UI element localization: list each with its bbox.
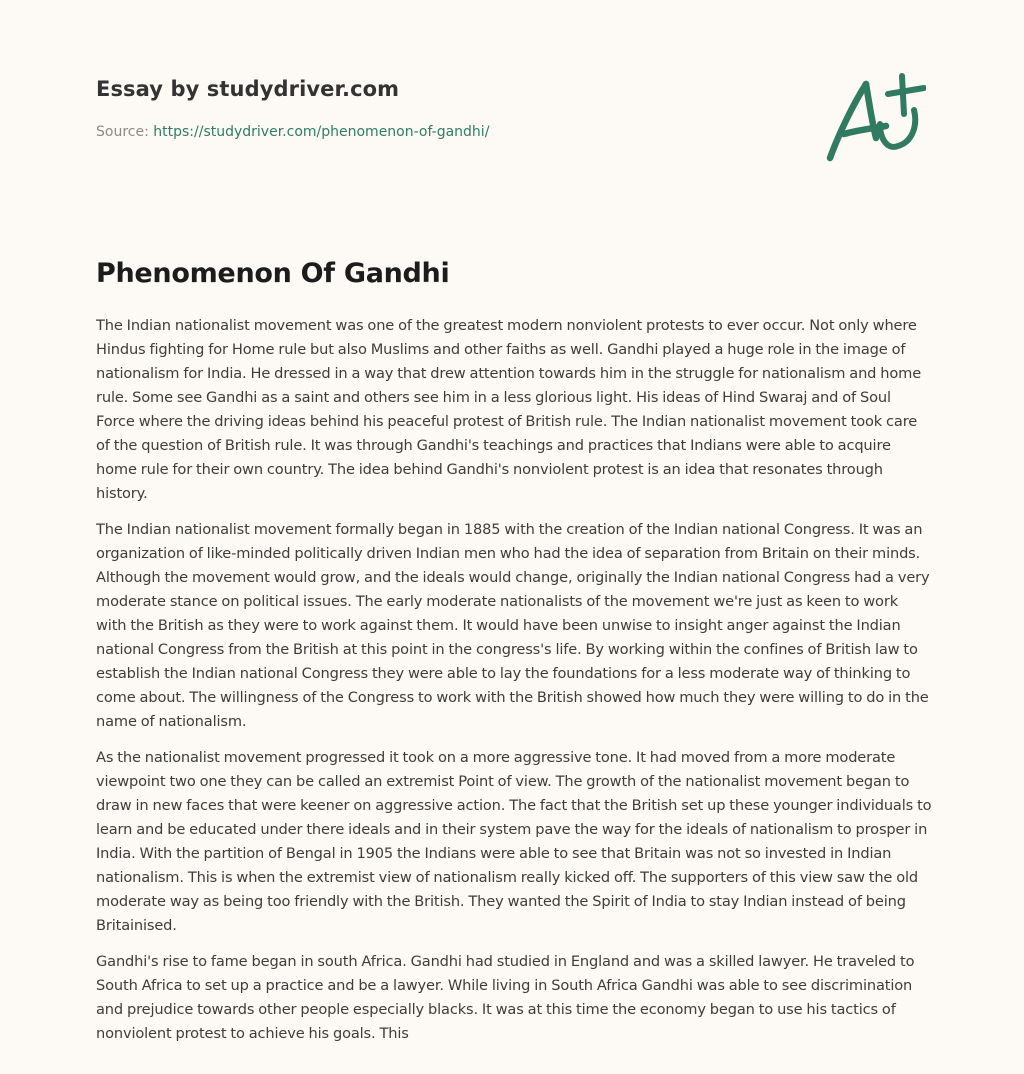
site-title: Essay by studydriver.com — [96, 77, 400, 101]
a-plus-grade-icon — [822, 66, 926, 164]
source-label: Source: — [96, 124, 149, 140]
essay-paragraph: The Indian nationalist movement was one of the greatest modern nonviolent protests to ever occur. Not only where Hindus fighting for Home rule but also Muslims and other faiths as well. Gandhi played a huge role in the image of nationalism for India. He dressed in a way that drew attention towards him in the struggle for nationalism and home rule. Some see Gandhi as a saint and others see him in a less glorious light. His ideas of Hind Swaraj and of Soul Force where the driving ideas behind his peaceful protest of British rule. The Indian nationalist movement took care of the question of British rule. It was through Gandhi's teachings and practices that Indians were able to acquire home rule for their own country. The idea behind Gandhi's nonviolent protest is an idea that resonates through history. — [96, 317, 922, 502]
essay-body — [96, 314, 932, 1058]
source-link[interactable]: https://studydriver.com/phenomenon-of-gandhi/ — [153, 124, 490, 140]
essay-paragraph: Gandhi's rise to fame began in south Africa. Gandhi had studied in England and was a skilled lawyer. He traveled to South Africa to set up a practice and be a lawyer. While living in South Africa Gandhi was able to see discrimination and prejudice towards other people especially blacks. It was at this time the economy began to use his tactics of nonviolent protest to achieve his goals. This — [96, 953, 915, 1042]
page-header — [96, 74, 796, 142]
essay-paragraph: The Indian nationalist movement formally began in 1885 with the creation of the Indian national Congress. It was an organization of like-minded politically driven Indian men who had the idea of separation from Britain on their minds. Although the movement would grow, and the ideals would change, originally the Indian national Congress had a very moderate stance on political issues. The early moderate nationalists of the movement we're just as keen to work with the British as they were to work against them. It would have been unwise to insight anger against the Indian national Congress from the British at this point in the congress's life. By working within the confines of British law to establish the Indian national Congress they were able to lay the foundations for a less moderate way of thinking to come about. The willingness of the Congress to work with the British showed how much they were willing to do in the name of nationalism. — [96, 521, 930, 730]
essay-paragraph: As the nationalist movement progressed it took on a more aggressive tone. It had moved from a more moderate viewpoint two one they can be called an extremist Point of view. The growth of the nationalist movement began to draw in new faces that were keener on aggressive action. The fact that the British set up these younger individuals to learn and be educated under there ideals and in their system pave the way for the ideals of nationalism to prosper in India. With the partition of Bengal in 1905 the Indians were able to see that Britain was not so invested in Indian nationalism. This is when the extremist view of nationalism really kicked off. The supporters of this view saw the old moderate way as being too friendly with the British. They wanted the Spirit of India to stay Indian instead of being Britainised. — [96, 749, 932, 934]
source-line — [96, 122, 796, 142]
essay-title: Phenomenon Of Gandhi — [96, 258, 450, 289]
